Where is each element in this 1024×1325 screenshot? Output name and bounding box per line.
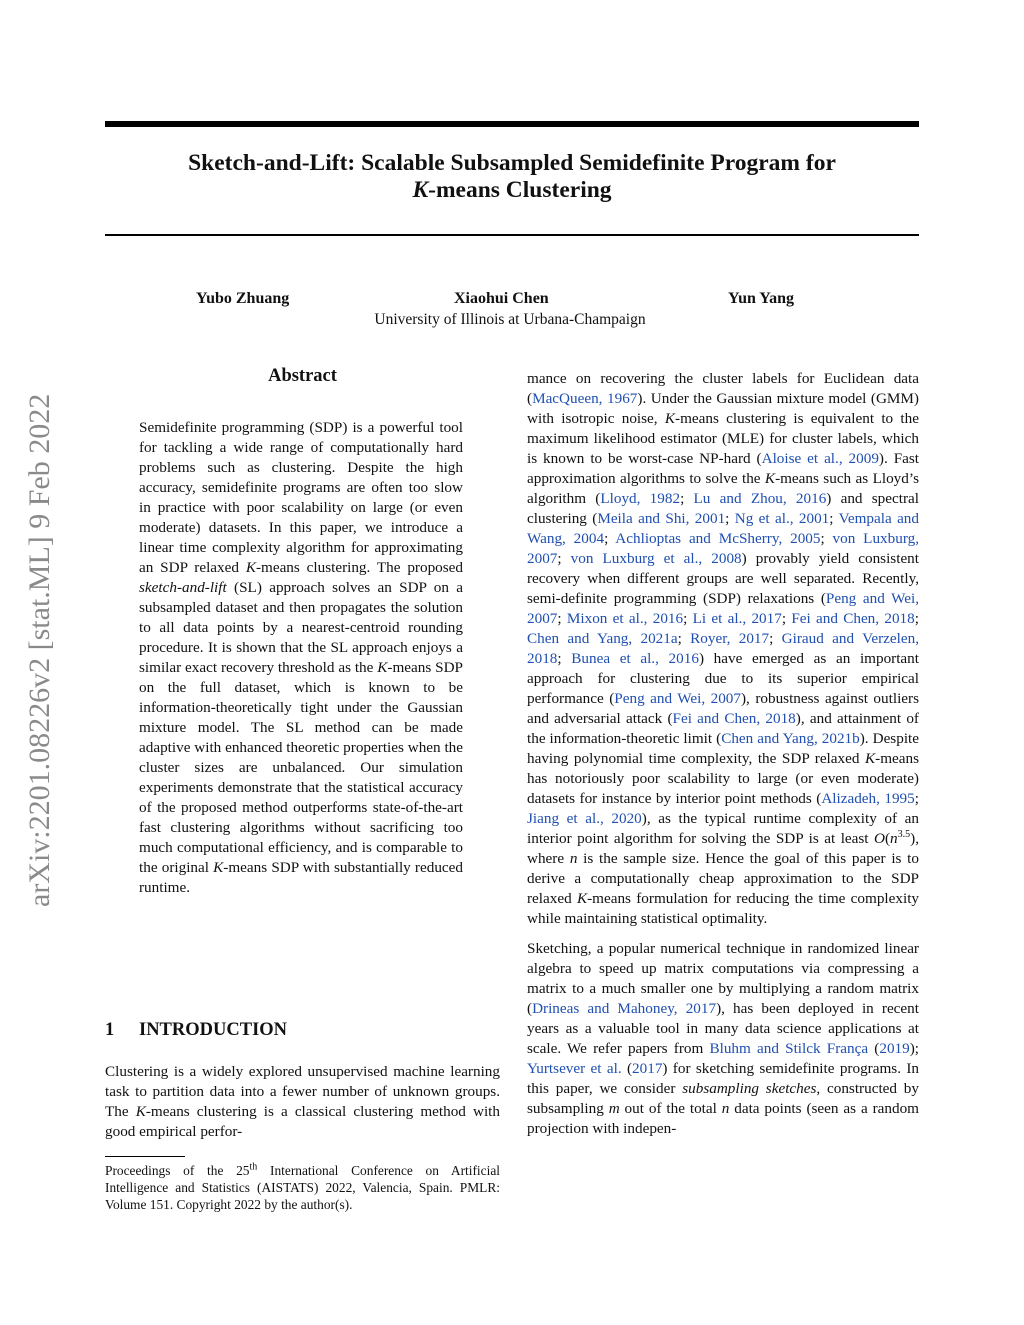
affiliation: University of Illinois at Urbana-Champaign [374,311,646,328]
citation[interactable]: Giraud and Verzelen, 2018 [527,630,919,667]
citation[interactable]: Peng and Wei, 2007 [614,690,741,707]
citation[interactable]: Fei and Chen, 2018 [791,610,915,627]
citation[interactable]: Chen and Yang, 2021b [721,730,860,747]
citation[interactable]: Fei and Chen, 2018 [672,710,796,727]
title-k: K [412,177,429,203]
citation[interactable]: von Luxburg et al., 2008 [570,550,742,567]
citation[interactable]: Mixon et al., 2016 [566,610,684,627]
author-3: Yun Yang [728,290,794,307]
citation[interactable]: Meila and Shi, 2001 [597,510,726,527]
author-2: Xiaohui Chen [454,290,549,307]
paper-title [105,150,919,204]
footnote-rule [105,1156,185,1157]
citation[interactable]: Drineas and Mahoney, 2017 [532,1000,717,1017]
citation[interactable]: von Luxburg, 2007 [527,530,919,567]
intro-paragraph-continued: mance on recovering the cluster labels for Euclidean data (MacQueen, 1967). Under the Gaussian mixture model (GMM) with isotropic noise, K-means clustering is equivalent to the maximum likelihood estimator (MLE) for cluster labels, which is known to be worst-case NP-hard (Aloise et al., 2009). Fast approximation algorithms to solve the K-means such as Lloyd’s algorithm (Lloyd, 1982; Lu and Zhou, 2016) and spectral clustering (Meila and Shi, 2001; Ng et al., 2001; Vempala and Wang, 2004; Achlioptas and McSherry, 2005; von Luxburg, 2007; von Luxburg et al., 2008) provably yield consistent recovery when different groups are well separated. Recently, semi-definite programming (SDP) relaxations (Peng and Wei, 2007; Mixon et al., 2016; Li et al., 2017; Fei and Chen, 2018; Chen and Yang, 2021a; Royer, 2017; Giraud and Verzelen, 2018; Bunea et al., 2016) have emerged as an important approach for clustering due to its superior empirical performance (Peng and Wei, 2007), robustness against outliers and adversarial attack (Fei and Chen, 2018), and attainment of the information-theoretic limit (Chen and Yang, 2021b). Despite having polynomial time complexity, the SDP relaxed K-means has notoriously poor scalability to large (or even moderate) datasets for instance by interior point methods (Alizadeh, 1995; Jiang et al., 2020), as the typical runtime complexity of an interior point algorithm for solving the SDP is at least $O(n^{3.5})$, where n is the sample size. Hence the goal of this paper is to derive a computationally cheap approximation to the SDP relaxed K-means formulation for reducing the time complexity while maintaining statistical optimality. [527,370,920,927]
citation[interactable]: Bluhm and Stilck França [709,1040,869,1057]
citation[interactable]: Vempala and Wang, 2004 [527,510,919,547]
citation[interactable]: Bunea et al., 2016 [571,650,699,667]
citation[interactable]: Peng and Wei, 2007 [527,590,920,627]
citation[interactable]: Lloyd, 1982 [600,490,681,507]
arxiv-identifier: arXiv:2201.08226v2 [stat.ML] 9 Feb 2022 [23,393,56,907]
citation[interactable]: Aloise et al., 2009 [761,450,879,467]
title-line-2: -means Clustering [428,177,612,203]
title-rule-bottom [105,234,919,236]
citation[interactable]: Jiang et al., 2020 [527,810,642,827]
abstract-heading: Abstract [268,366,337,386]
author-1: Yubo Zhuang [196,290,290,307]
citation[interactable]: Chen and Yang, 2021a [527,630,678,647]
citation[interactable]: MacQueen, 1967 [532,390,638,407]
citation[interactable]: Alizadeh, 1995 [821,790,915,807]
section-heading-introduction: 1 INTRODUCTION [105,1020,288,1040]
citation[interactable]: Yurtsever et al. [527,1060,622,1077]
right-column [527,369,919,1139]
citation[interactable]: 2019 [879,1040,910,1057]
title-line-1: Sketch-and-Lift: Scalable Subsampled Semidefinite Program for [188,150,836,176]
sketching-paragraph: Sketching, a popular numerical technique in randomized linear algebra to speed up matrix computations via compressing a matrix to a much smaller one by multiplying a random matrix (Drineas and Mahoney, 2017), has been deployed in recent years as a valuable tool in many data science applications at scale. We refer papers from Bluhm and Stilck França (2019); Yurtsever et al. (2017) for sketching semidefinite programs. In this paper, we consider subsampling sketches, constructed by subsampling m out of the total n data points (seen as a random projection with indepen- [527,940,919,1137]
proceedings-footnote: Proceedings of the 25th International Conference on Artificial Intelligence and Statistics (AISTATS) 2022, Valencia, Spain. PMLR: Volume 151. Copyright 2022 by the author(s). [105,1161,500,1212]
citation[interactable]: Lu and Zhou, 2016 [693,490,827,507]
citation[interactable]: Royer, 2017 [690,630,770,647]
title-rule-top [105,121,919,127]
intro-paragraph-left: Clustering is a widely explored unsupervised machine learning task to partition data into a fewer number of unknown groups. The K-means clustering is a classical clustering method with good empirical perfor- [105,1063,500,1140]
citation[interactable]: Li et al., 2017 [692,610,782,627]
abstract-body: Semidefinite programming (SDP) is a powerful tool for tackling a wide range of computationally hard problems such as clustering. Despite the high accuracy, semidefinite programs are often too slow in practice with poor scalability on large (or even moderate) datasets. In this paper, we introduce a linear time complexity algorithm for approximating an SDP relaxed K-means clustering. The proposed sketch-and-lift (SL) approach solves an SDP on a subsampled dataset and then propagates the solution to all data points by a nearest-centroid rounding procedure. It is shown that the SL approach enjoys a similar exact recovery threshold as the K-means SDP on the full dataset, which is known to be information-theoretically tight under the Gaussian mixture model. The SL method can be made adaptive with enhanced theoretic properties when the cluster sizes are unbalanced. Our simulation experiments demonstrate that the statistical accuracy of the proposed method outperforms state-of-the-art fast clustering algorithms without sacrificing too much computational efficiency, and is comparable to the original K-means SDP with substantially reduced runtime. [139,419,463,896]
citation[interactable]: Ng et al., 2001 [734,510,830,527]
citation[interactable]: Achlioptas and McSherry, 2005 [615,530,821,547]
citation[interactable]: 2017 [632,1060,663,1077]
